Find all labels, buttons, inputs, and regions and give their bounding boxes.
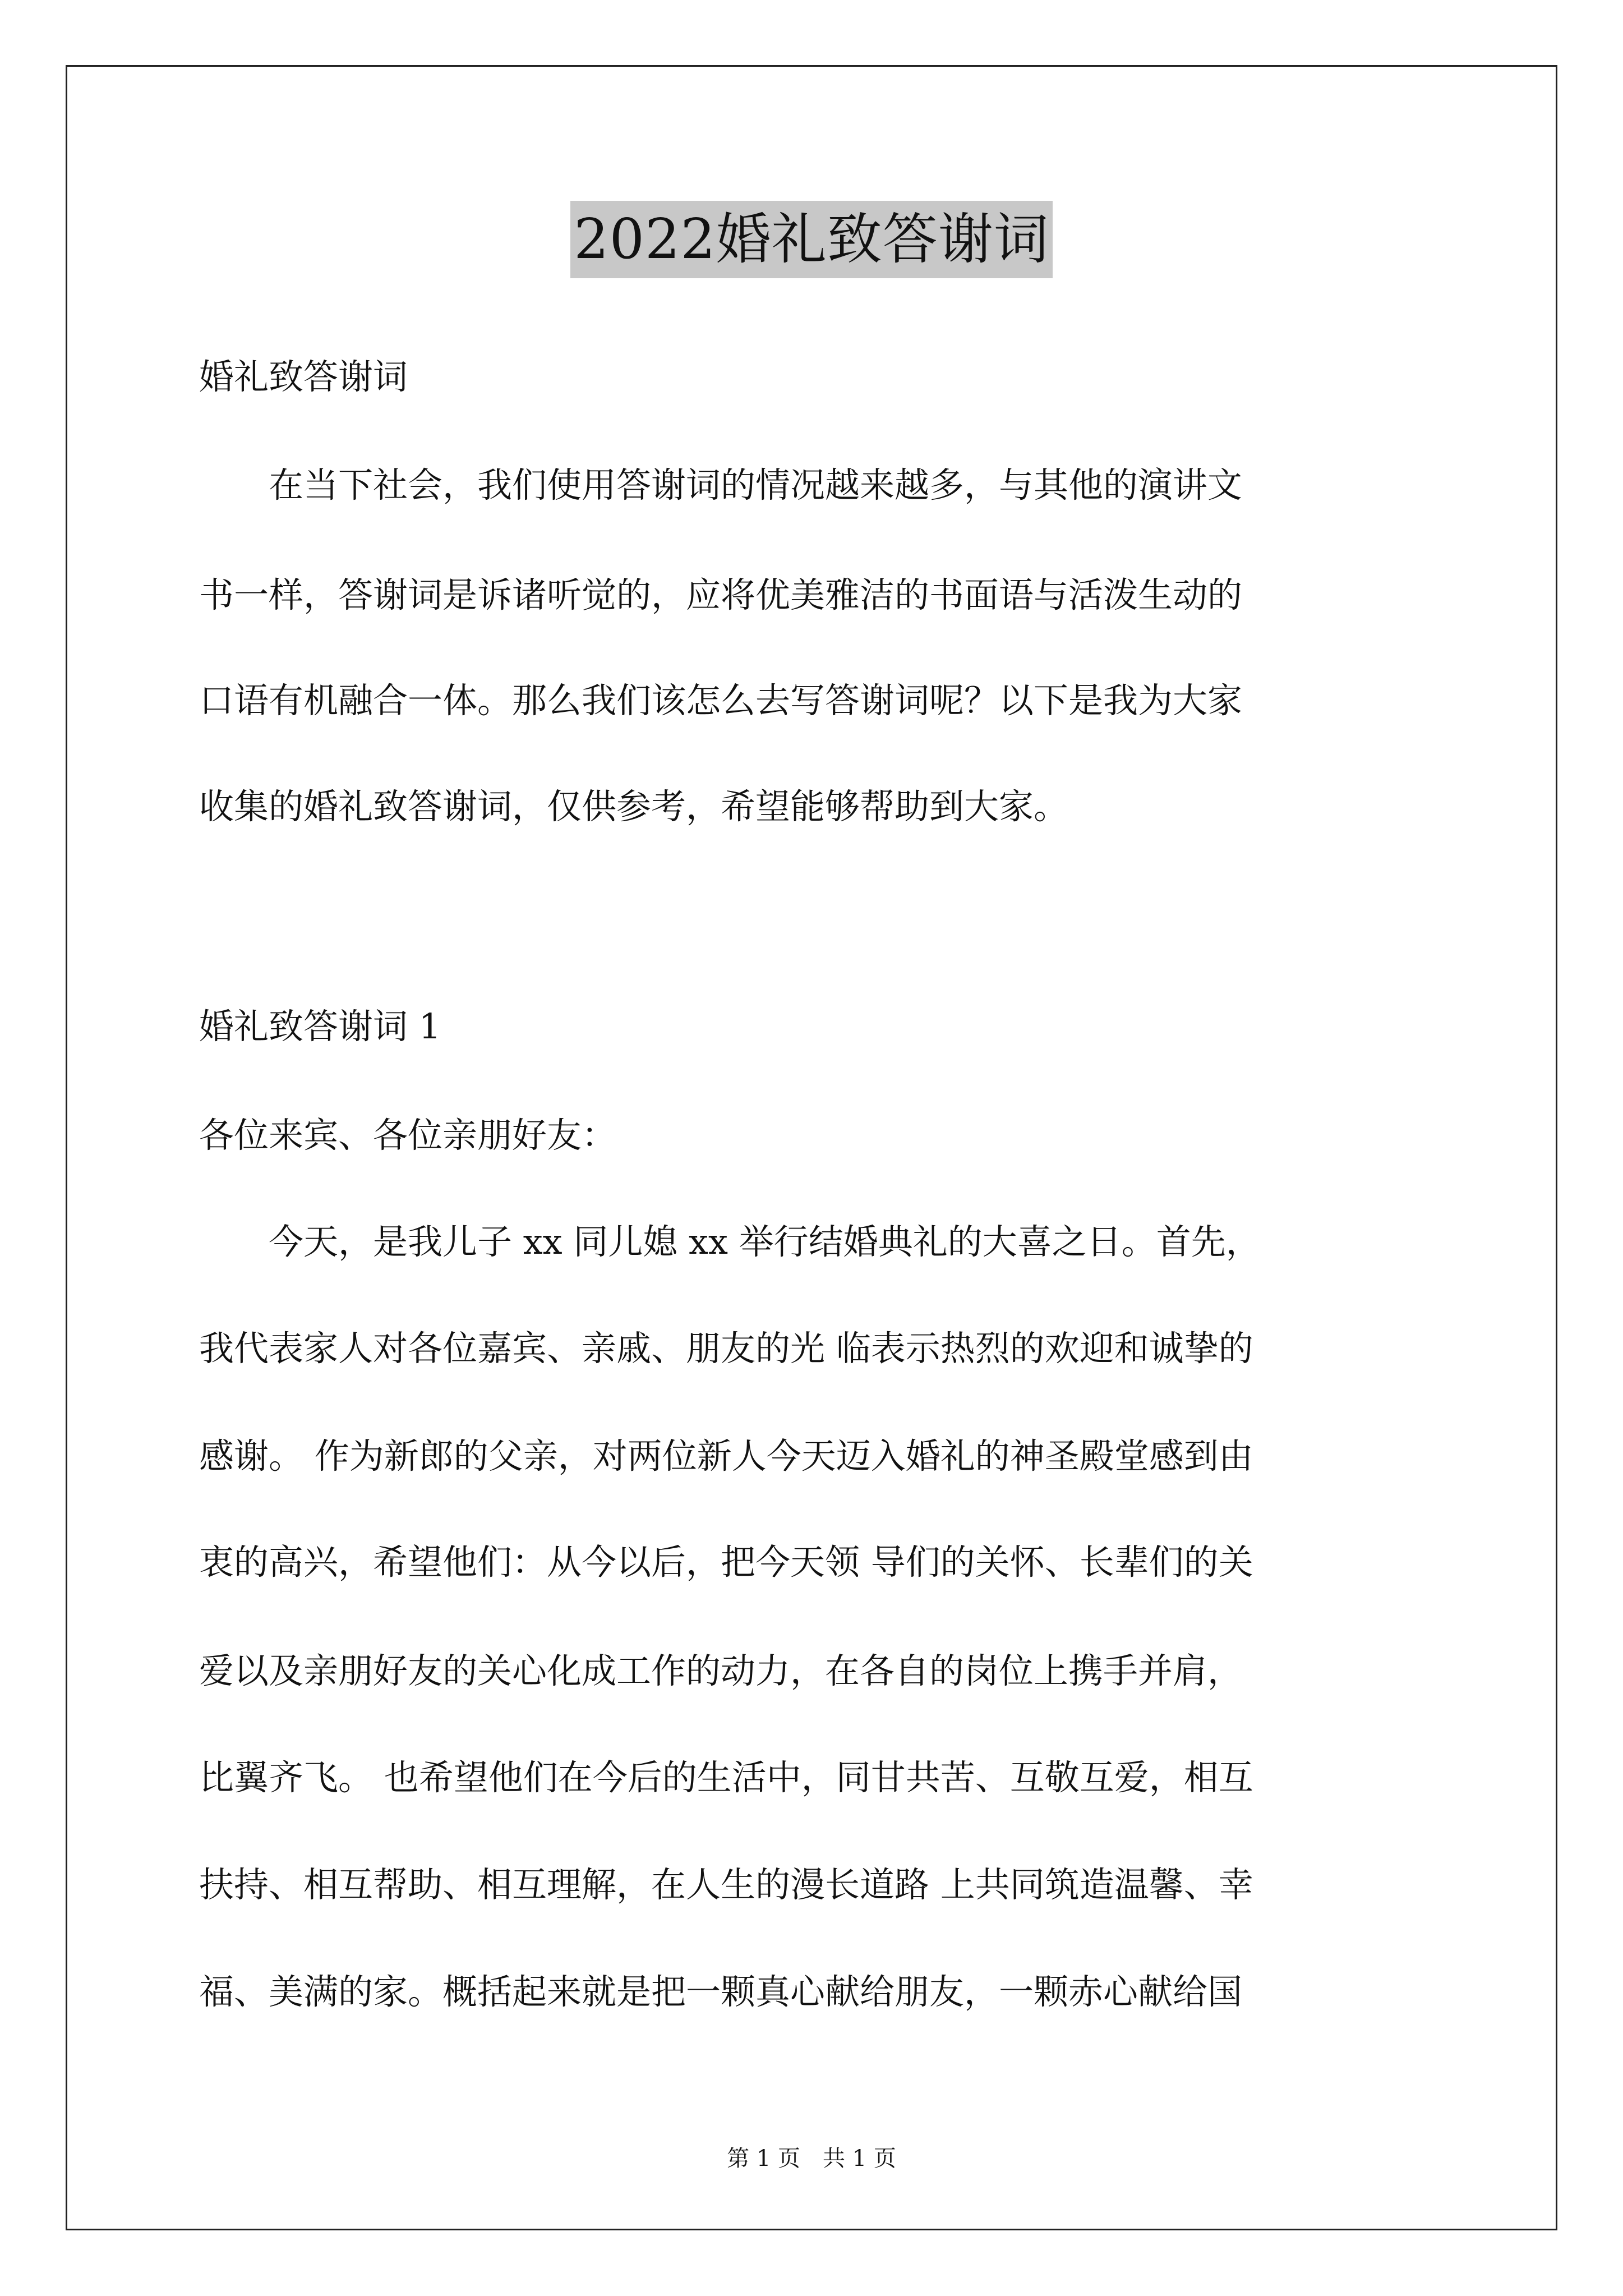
- section1-line-3: 感谢。 作为新郎的父亲，对两位新人今天迈入婚礼的神圣殿堂感到由: [199, 1435, 1253, 1476]
- intro-line-2: 书一样，答谢词是诉诸听觉的，应将优美雅洁的书面语与活泼生动的: [199, 574, 1243, 615]
- intro-line-3: 口语有机融合一体。那么我们该怎么去写答谢词呢？以下是我为大家: [199, 680, 1243, 721]
- section1-line-5: 爱以及亲朋好友的关心化成工作的动力，在各自的岗位上携手并肩，: [199, 1650, 1243, 1691]
- section1-line-4: 衷的高兴，希望他们：从今以后，把今天领 导们的关怀、长辈们的关: [199, 1542, 1253, 1582]
- document-subtitle: 婚礼致答谢词: [199, 356, 408, 397]
- page-footer: 第 1 页 共 1 页: [727, 2146, 896, 2171]
- section1-line-8: 福、美满的家。概括起来就是把一颗真心献给朋友，一颗赤心献给国: [199, 1971, 1243, 2012]
- section1-line-6: 比翼齐飞。 也希望他们在今后的生活中，同甘共苦、互敬互爱，相互: [199, 1757, 1253, 1798]
- intro-line-1: 在当下社会，我们使用答谢词的情况越来越多，与其他的演讲文: [199, 464, 1243, 505]
- intro-line-4: 收集的婚礼致答谢词，仅供参考，希望能够帮助到大家。: [199, 786, 1069, 827]
- greeting: 各位来宾、各位亲朋好友：: [199, 1115, 617, 1156]
- document-title: 2022婚礼致答谢词: [570, 201, 1052, 278]
- title-container: [0, 201, 1623, 278]
- section1-line-1: 今天，是我儿子 xx 同儿媳 xx 举行结婚典礼的大喜之日。首先，: [199, 1221, 1261, 1262]
- section1-line-2: 我代表家人对各位嘉宾、亲戚、朋友的光 临表示热烈的欢迎和诚挚的: [199, 1328, 1253, 1369]
- section1-line-7: 扶持、相互帮助、相互理解，在人生的漫长道路 上共同筑造温馨、幸: [199, 1864, 1253, 1905]
- section-heading: 婚礼致答谢词 1: [199, 1006, 441, 1047]
